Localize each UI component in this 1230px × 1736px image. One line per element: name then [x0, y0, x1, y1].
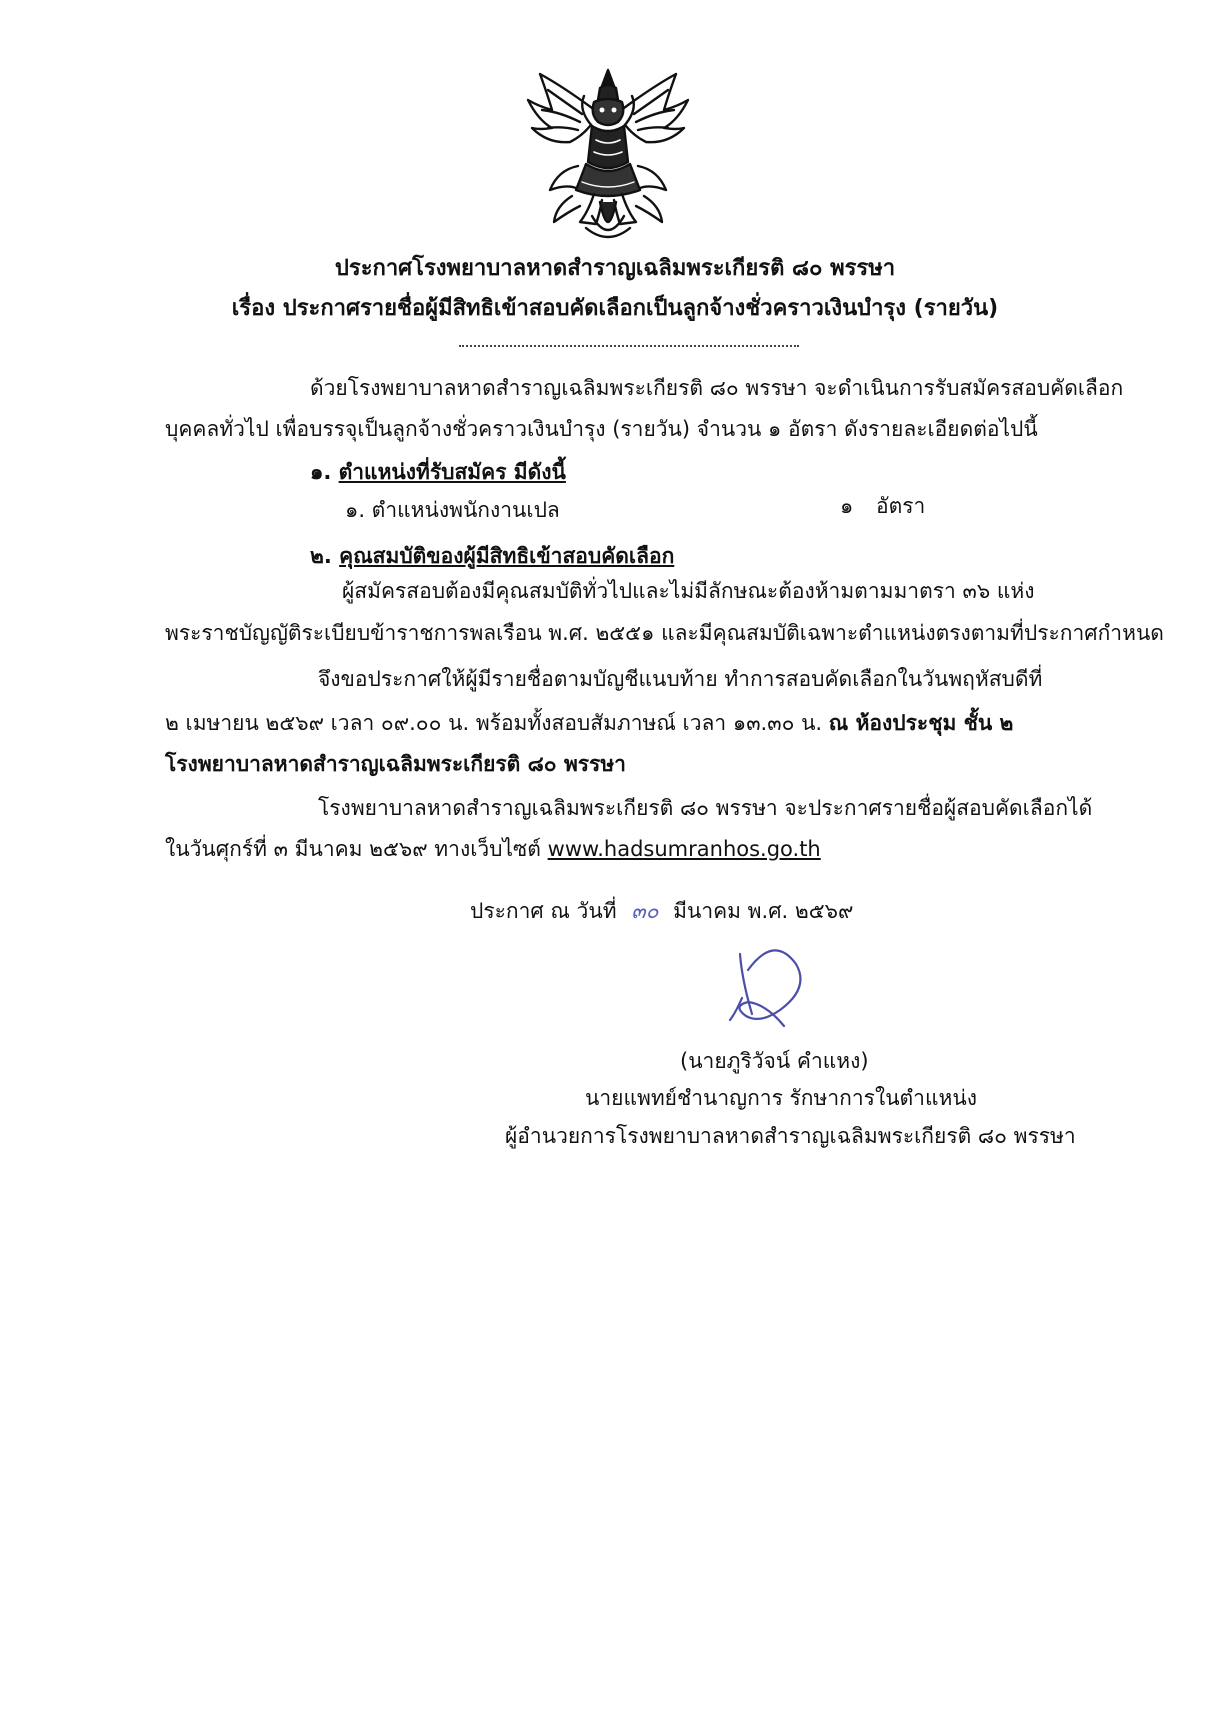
results-date: ในวันศุกร์ที่ ๓ มีนาคม ๒๕๖๙ ทางเว็บไซต์ [165, 837, 541, 861]
section2-line-2: พระราชบัญญัติระเบียบข้าราชการพลเรือน พ.ศ. ๒๕๕๑ และมีคุณสมบัติเฉพาะตำแหน่งตรงตามที่ประกาศกำหนด [165, 621, 1164, 645]
exam-datetime: ๒ เมษายน ๒๕๖๙ เวลา ๐๙.๐๐ น. พร้อมทั้งสอบสัมภาษณ์ เวลา ๑๓.๓๐ น. [165, 711, 823, 735]
section2-number: ๒. [310, 544, 332, 568]
exam-line-1: จึงขอประกาศให้ผู้มีรายชื่อตามบัญชีแนบท้าย ทำการสอบคัดเลือกในวันพฤหัสบดีที่ [318, 667, 1043, 691]
announce-date [470, 895, 853, 928]
exam-venue: ณ ห้องประชุม ชั้น ๒ [828, 711, 1014, 735]
garuda-emblem-icon [522, 66, 694, 244]
section1-item-unit: อัตรา [876, 494, 926, 518]
exam-line-3: โรงพยาบาลหาดสำราญเฉลิมพระเกียรติ ๘๐ พรรษา [165, 752, 626, 776]
section2-title: คุณสมบัติของผู้มีสิทธิเข้าสอบคัดเลือก [339, 544, 675, 568]
results-line-1: โรงพยาบาลหาดสำราญเฉลิมพระเกียรติ ๘๐ พรรษา จะประกาศรายชื่อผู้สอบคัดเลือกได้ [318, 796, 1093, 820]
handwritten-signature-icon [718, 940, 828, 1040]
announcement-title: ประกาศโรงพยาบาลหาดสำราญเฉลิมพระเกียรติ ๘๐ พรรษา [334, 256, 896, 281]
announce-date-suffix: มีนาคม พ.ศ. ๒๕๖๙ [673, 899, 854, 923]
website-link[interactable]: www.hadsumranhos.go.th [547, 837, 821, 861]
section1-item-label: ๑. ตำแหน่งพนักงานเปล [345, 498, 560, 522]
signer-name: (นายภูริวัจน์ คำแหง) [680, 1049, 869, 1073]
intro-line-2: บุคคลทั่วไป เพื่อบรรจุเป็นลูกจ้างชั่วคราวเงินบำรุง (รายวัน) จำนวน ๑ อัตรา ดังรายละเอียดต่อไปนี้ [165, 417, 1038, 441]
intro-line-1: ด้วยโรงพยาบาลหาดสำราญเฉลิมพระเกียรติ ๘๐ พรรษา จะดำเนินการรับสมัครสอบคัดเลือก [310, 376, 1124, 400]
dotted-divider [459, 345, 799, 347]
announcement-subject: เรื่อง ประกาศรายชื่อผู้มีสิทธิเข้าสอบคัดเลือกเป็นลูกจ้างชั่วคราวเงินบำรุง (รายวัน) [231, 296, 999, 321]
section1-heading [310, 456, 566, 489]
section1-title: ตำแหน่งที่รับสมัคร มีดังนี้ [338, 460, 566, 484]
announce-date-prefix: ประกาศ ณ วันที่ [470, 899, 617, 923]
exam-line-2 [165, 707, 1013, 740]
section2-line-1: ผู้สมัครสอบต้องมีคุณสมบัติทั่วไปและไม่มีลักษณะต้องห้ามตามมาตรา ๓๖ แห่ง [342, 579, 1035, 603]
section2-heading [310, 540, 674, 573]
section1-item-count: ๑ [840, 494, 854, 518]
results-line-2 [165, 833, 821, 866]
signer-title: ผู้อำนวยการโรงพยาบาลหาดสำราญเฉลิมพระเกียรติ ๘๐ พรรษา [505, 1124, 1076, 1148]
signer-position: นายแพทย์ชำนาญการ รักษาการในตำแหน่ง [585, 1086, 977, 1110]
section1-number: ๑. [310, 460, 332, 484]
announce-date-day: ๓๐ [631, 899, 659, 923]
